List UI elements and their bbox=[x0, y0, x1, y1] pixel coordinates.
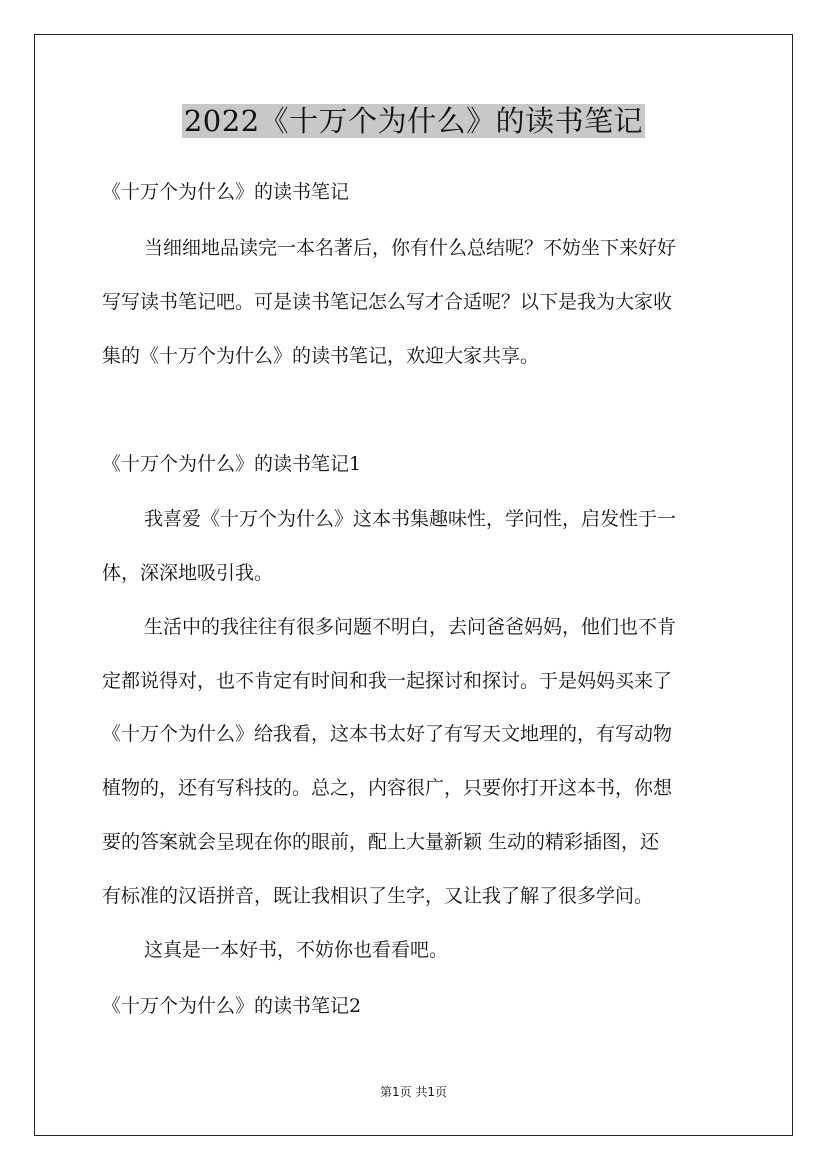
section-1-line-3: 生活中的我往往有很多问题不明白，去问爸爸妈妈，他们也不肯 bbox=[144, 616, 677, 638]
intro-line-2: 写写读书笔记吧。可是读书笔记怎么写才合适呢？以下是我为大家收 bbox=[102, 291, 673, 313]
page-number-footer: 第1页 共1页 bbox=[379, 1085, 448, 1099]
section-1-line-6: 植物的，还有写科技的。总之，内容很广，只要你打开这本书，你想 bbox=[102, 777, 673, 799]
document-title-text: 2022《十万个为什么》的读书笔记 bbox=[183, 104, 644, 138]
section-1-line-5: 《十万个为什么》给我看，这本书太好了有写天文地理的，有写动物 bbox=[102, 723, 673, 745]
intro-line-3: 集的《十万个为什么》的读书笔记，欢迎大家共享。 bbox=[102, 345, 540, 367]
section-1-line-2: 体，深深地吸引我。 bbox=[102, 562, 274, 584]
section-2-heading: 《十万个为什么》的读书笔记2 bbox=[102, 995, 362, 1017]
section-1-heading: 《十万个为什么》的读书笔记1 bbox=[102, 453, 362, 475]
intro-line-1: 当细细地品读完一本名著后，你有什么总结呢？不妨坐下来好好 bbox=[144, 237, 677, 259]
section-1-line-9: 这真是一本好书，不妨你也看看吧。 bbox=[144, 939, 449, 961]
section-1-line-1: 我喜爱《十万个为什么》这本书集趣味性，学问性，启发性于一 bbox=[144, 508, 677, 530]
section-1-line-4: 定都说得对，也不肯定有时间和我一起探讨和探讨。于是妈妈买来了 bbox=[102, 670, 673, 692]
document-title bbox=[0, 98, 827, 144]
document-subtitle: 《十万个为什么》的读书笔记 bbox=[102, 181, 350, 203]
section-1-line-8: 有标准的汉语拼音，既让我相识了生字，又让我了解了很多学问。 bbox=[102, 885, 654, 907]
section-1-line-7: 要的答案就会呈现在你的眼前，配上大量新颖 生动的精彩插图，还 bbox=[102, 831, 660, 853]
